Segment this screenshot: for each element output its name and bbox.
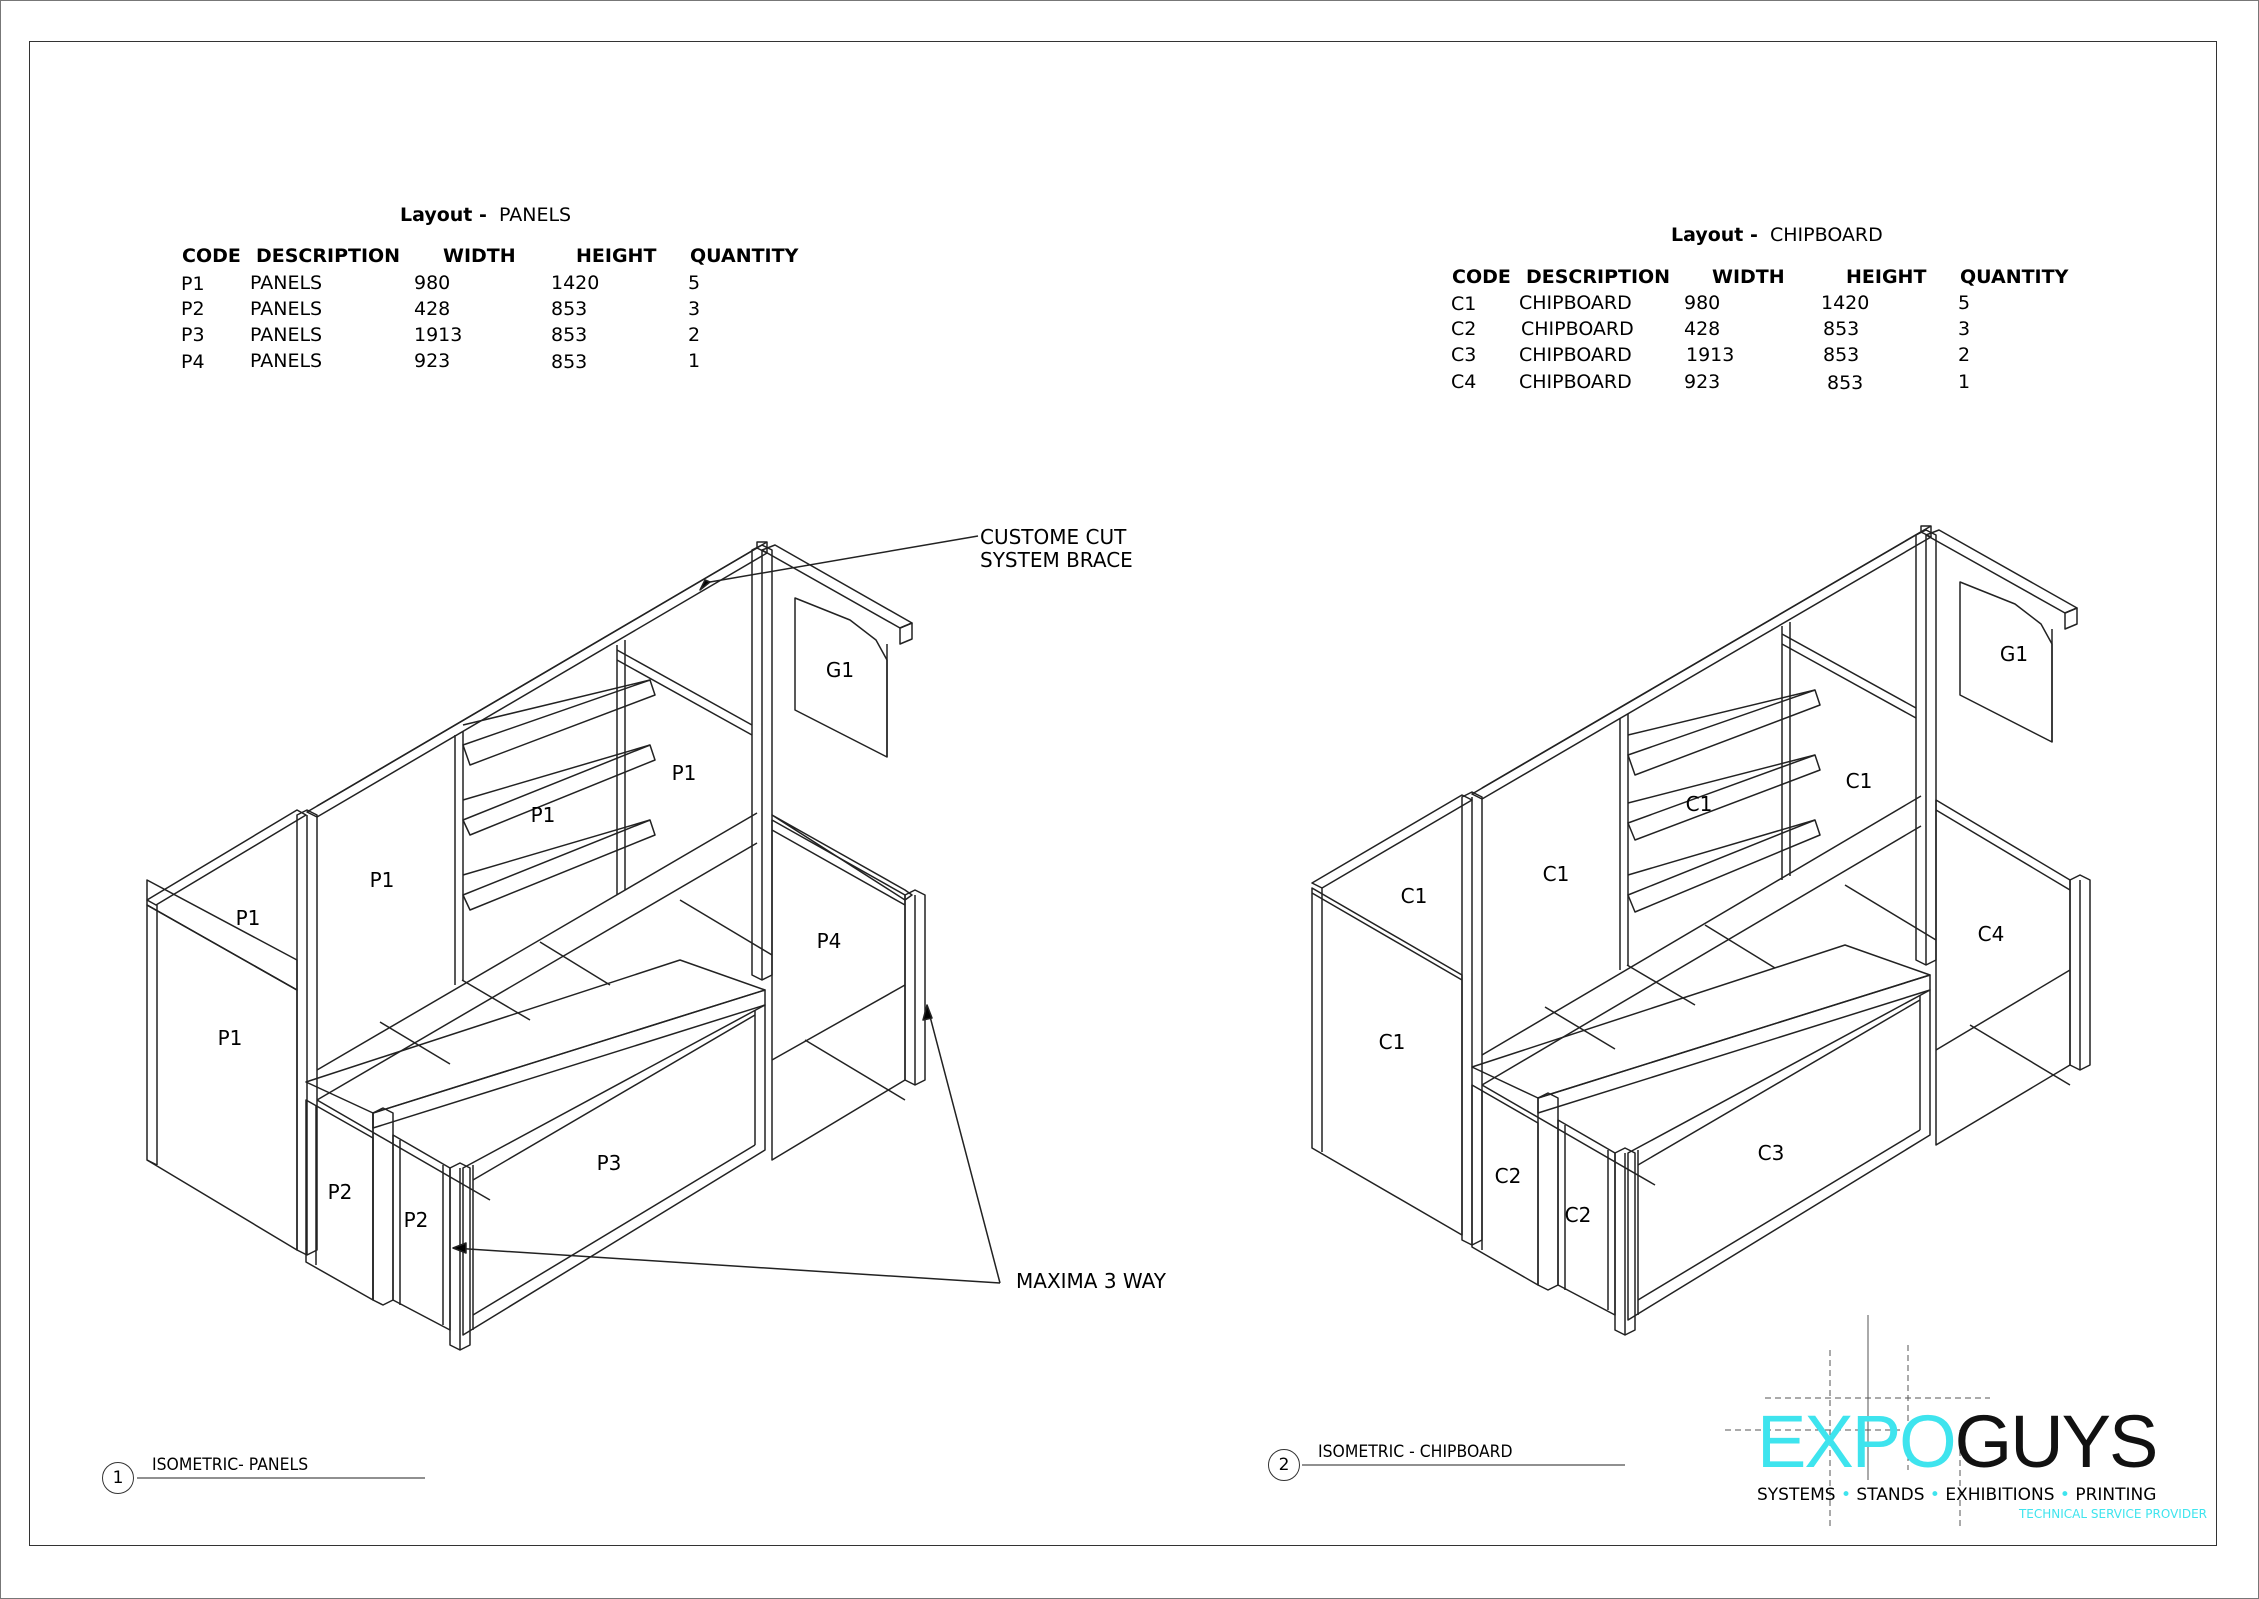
col-header-code: CODE (1452, 266, 1511, 288)
table-cell: C1 (1451, 293, 1477, 315)
label-c1: C1 (1378, 1030, 1406, 1054)
table-cell: 923 (414, 350, 451, 372)
side-wall-lower (1312, 888, 1462, 1235)
logo-subline: TECHNICAL SERVICE PROVIDER (2018, 1507, 2207, 1521)
counter-top (373, 990, 765, 1128)
table-cell: 1913 (1686, 344, 1735, 366)
tagline-word: PRINTING (2075, 1485, 2157, 1505)
tagline-dot: • (1929, 1485, 1940, 1505)
side-top-rail (1312, 795, 1472, 888)
table-cell: CHIPBOARD (1519, 371, 1632, 393)
isometric-chipboard-drawing (1302, 526, 2090, 1465)
view-number-badge: 2 (1268, 1449, 1300, 1481)
table-cell: 2 (1958, 344, 1971, 366)
view-title: ISOMETRIC- PANELS (152, 1455, 309, 1475)
table-cell: 428 (414, 298, 451, 320)
side-top-rail (147, 810, 306, 905)
table-cell: 853 (1827, 372, 1864, 394)
counter-side-panel (393, 1135, 450, 1330)
right-side-wall (772, 820, 905, 1160)
leader-line (927, 1005, 1000, 1283)
table-cell: P1 (181, 273, 205, 295)
label-p1: P1 (217, 1026, 243, 1050)
label-c1: C1 (1542, 862, 1570, 886)
table-cell: 5 (1958, 292, 1971, 314)
tagline-dot: • (2059, 1485, 2070, 1505)
table-cell: P3 (181, 324, 205, 346)
table-cell: 923 (1684, 371, 1721, 393)
tagline-word: EXHIBITIONS (1945, 1485, 2055, 1505)
table-cell: 1420 (551, 272, 600, 294)
table-cell: C3 (1451, 344, 1477, 366)
col-header-width: WIDTH (1712, 266, 1785, 288)
label-c1: C1 (1685, 792, 1713, 816)
logo-part-guys: GUYS (1954, 1400, 2157, 1483)
counter-top-surface (1472, 945, 1930, 1098)
label-c1: C1 (1400, 884, 1428, 908)
table-cell: 853 (551, 324, 588, 346)
table-cell: 1420 (1821, 292, 1870, 314)
table-cell: 853 (551, 298, 588, 320)
top-beam (307, 548, 767, 817)
label-p1: P1 (530, 803, 556, 827)
leader-line (710, 536, 978, 582)
title-name: PANELS (499, 204, 572, 226)
tagline-word: SYSTEMS (1757, 1485, 1836, 1505)
table-cell: CHIPBOARD (1521, 318, 1634, 340)
label-c4: C4 (1977, 922, 2005, 946)
label-c2: C2 (1494, 1164, 1522, 1188)
logo-tagline (1757, 1485, 2207, 1505)
table-cell: 853 (1823, 318, 1860, 340)
note-line: SYSTEM BRACE (980, 548, 1133, 572)
shelf (463, 820, 655, 910)
logo-wordmark (1757, 1400, 2207, 1483)
table-cell: PANELS (250, 298, 323, 320)
title-prefix: Layout - (1671, 224, 1758, 246)
counter-top (1538, 975, 1930, 1113)
table-cell: 3 (688, 298, 701, 320)
table-cell: 1 (1958, 371, 1971, 393)
table-cell: 1 (688, 350, 701, 372)
table-cell: 3 (1958, 318, 1971, 340)
graphic-arm (1926, 530, 2077, 613)
label-p1: P1 (235, 906, 261, 930)
table-cell: 428 (1684, 318, 1721, 340)
col-header-height: HEIGHT (576, 245, 657, 267)
label-c1: C1 (1845, 769, 1873, 793)
label-g1: G1 (825, 658, 855, 682)
tagline-dot: • (1840, 1485, 1851, 1505)
top-beam (1472, 532, 1931, 799)
col-header-description: DESCRIPTION (1526, 266, 1671, 288)
logo-part-expo: EXPO (1757, 1400, 1955, 1483)
table-cell: C4 (1451, 371, 1477, 393)
note-system-brace (980, 526, 1133, 572)
isometric-panels-drawing (137, 536, 1000, 1478)
table-cell: 980 (414, 272, 451, 294)
col-header-code: CODE (182, 245, 241, 267)
label-p3: P3 (596, 1151, 622, 1175)
title-name: CHIPBOARD (1770, 224, 1883, 246)
right-side-wall (1936, 800, 2070, 1145)
side-wall-lower (147, 905, 297, 1250)
arrowhead (700, 580, 710, 590)
note-line: CUSTOME CUT (980, 525, 1127, 549)
label-g1: G1 (1999, 642, 2029, 666)
note-maxima: MAXIMA 3 WAY (1016, 1269, 1166, 1293)
col-header-height: HEIGHT (1846, 266, 1927, 288)
label-p2: P2 (403, 1208, 429, 1232)
table-cell: 853 (551, 351, 588, 373)
label-p4: P4 (816, 929, 842, 953)
col-header-width: WIDTH (443, 245, 516, 267)
table-cell: C2 (1451, 318, 1477, 340)
shelf (1628, 690, 1820, 775)
tagline-word: STANDS (1856, 1485, 1925, 1505)
title-prefix: Layout - (400, 204, 487, 226)
table-cell: 853 (1823, 344, 1860, 366)
table-cell: 2 (688, 324, 701, 346)
label-p2: P2 (327, 1180, 353, 1204)
table-cell: 980 (1684, 292, 1721, 314)
table-cell: 1913 (414, 324, 463, 346)
table-cell: PANELS (250, 272, 323, 294)
shelf (463, 745, 655, 835)
table-cell: PANELS (250, 350, 323, 372)
label-p1: P1 (369, 868, 395, 892)
table-cell: CHIPBOARD (1519, 344, 1632, 366)
table-cell: PANELS (250, 324, 323, 346)
label-p1: P1 (671, 761, 697, 785)
col-header-description: DESCRIPTION (256, 245, 401, 267)
table-cell: P2 (181, 298, 205, 320)
label-c2: C2 (1564, 1203, 1592, 1227)
col-header-quantity: QUANTITY (690, 245, 799, 267)
table-cell: P4 (181, 351, 205, 373)
table-cell: CHIPBOARD (1519, 292, 1632, 314)
table-cell: 5 (688, 272, 701, 294)
view-title: ISOMETRIC - CHIPBOARD (1318, 1442, 1513, 1462)
expoguys-logo (1757, 1400, 2207, 1521)
view-number-badge: 1 (102, 1462, 134, 1494)
label-c3: C3 (1757, 1141, 1785, 1165)
col-header-quantity: QUANTITY (1960, 266, 2069, 288)
